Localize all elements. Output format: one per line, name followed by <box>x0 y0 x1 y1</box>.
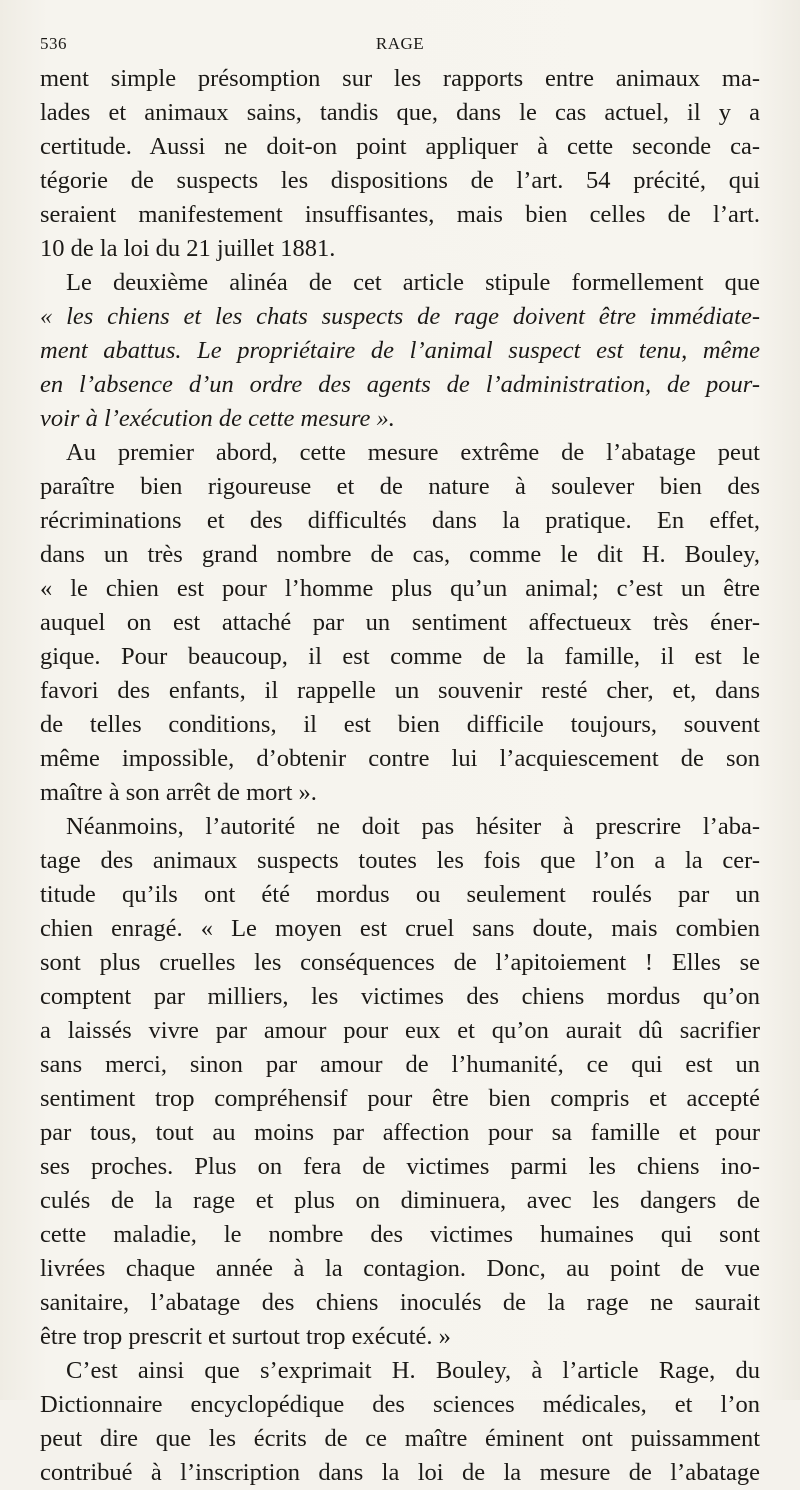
text-line: ment simple présomption sur les rapports entre animaux ma- <box>40 65 760 92</box>
text-line: contribué à l’inscription dans la loi de la mesure de l’abatage <box>40 1459 760 1486</box>
page-number: 536 <box>40 34 67 53</box>
text-line: lades et animaux sains, tandis que, dans le cas actuel, il y a <box>40 99 760 126</box>
text-line: sanitaire, l’abatage des chiens inoculés de la rage ne saurait <box>40 1289 760 1316</box>
text-line: gique. Pour beaucoup, il est comme de la famille, il est le <box>40 643 760 670</box>
text-line: Le deuxième alinéa de cet article stipule formellement que <box>66 269 760 296</box>
text-line: ses proches. Plus on fera de victimes parmi les chiens ino- <box>40 1153 760 1180</box>
text-line: même impossible, d’obtenir contre lui l’acquiescement de son <box>40 745 760 772</box>
text-line: culés de la rage et plus on diminuera, avec les dangers de <box>40 1187 760 1214</box>
quote-line: ment abattus. Le propriétaire de l’animal suspect est tenu, même <box>40 337 760 364</box>
quote-line: en l’absence d’un ordre des agents de l’administration, de pour- <box>40 371 760 398</box>
text-line: Néanmoins, l’autorité ne doit pas hésiter à prescrire l’aba- <box>66 813 760 840</box>
text-line: a laissés vivre par amour pour eux et qu’on aurait dû sacrifier <box>40 1017 760 1044</box>
text-line: être trop prescrit et surtout trop exécuté. » <box>40 1323 451 1350</box>
text-line: tage des animaux suspects toutes les fois que l’on a la cer- <box>40 847 760 874</box>
text-line: Dictionnaire encyclopédique des sciences médicales, et l’on <box>40 1391 760 1418</box>
body-text <box>40 62 760 1490</box>
text-line: C’est ainsi que s’exprimait H. Bouley, à l’article Rage, du <box>66 1357 760 1384</box>
text-line: titude qu’ils ont été mordus ou seulement roulés par un <box>40 881 760 908</box>
text-line: dans un très grand nombre de cas, comme le dit H. Bouley, <box>40 541 760 568</box>
running-head <box>40 34 760 60</box>
text-line: tégorie de suspects les dispositions de l’art. 54 précité, qui <box>40 167 760 194</box>
text-line: cette maladie, le nombre des victimes humaines qui sont <box>40 1221 760 1248</box>
text-line: sans merci, sinon par amour de l’humanité, ce qui est un <box>40 1051 760 1078</box>
text-line: comptent par milliers, les victimes des chiens mordus qu’on <box>40 983 760 1010</box>
text-line: paraître bien rigoureuse et de nature à soulever bien des <box>40 473 760 500</box>
text-line: « le chien est pour l’homme plus qu’un animal; c’est un être <box>40 575 760 602</box>
text-line: livrées chaque année à la contagion. Donc, au point de vue <box>40 1255 760 1282</box>
quote-line: voir à l’exécution de cette mesure ». <box>40 405 395 432</box>
text-line: favori des enfants, il rappelle un souvenir resté cher, et, dans <box>40 677 760 704</box>
running-title: RAGE <box>375 34 425 53</box>
text-line: maître à son arrêt de mort ». <box>40 779 317 806</box>
text-line: de telles conditions, il est bien difficile toujours, souvent <box>40 711 760 738</box>
text-line: par tous, tout au moins par affection pour sa famille et pour <box>40 1119 760 1146</box>
text-line: peut dire que les écrits de ce maître éminent ont puissamment <box>40 1425 760 1452</box>
text-line: Au premier abord, cette mesure extrême de l’abatage peut <box>66 439 760 466</box>
text-line: chien enragé. « Le moyen est cruel sans doute, mais combien <box>40 915 760 942</box>
text-line: sentiment trop compréhensif pour être bien compris et accepté <box>40 1085 760 1112</box>
text-line: seraient manifestement insuffisantes, mais bien celles de l’art. <box>40 201 760 228</box>
text-line: récriminations et des difficultés dans la pratique. En effet, <box>40 507 760 534</box>
text-line: certitude. Aussi ne doit-on point appliquer à cette seconde ca- <box>40 133 760 160</box>
text-line: auquel on est attaché par un sentiment affectueux très éner- <box>40 609 760 636</box>
quote-line: « les chiens et les chats suspects de rage doivent être immédiate- <box>40 303 760 330</box>
text-line: sont plus cruelles les conséquences de l’apitoiement ! Elles se <box>40 949 760 976</box>
text-line: 10 de la loi du 21 juillet 1881. <box>40 235 336 262</box>
